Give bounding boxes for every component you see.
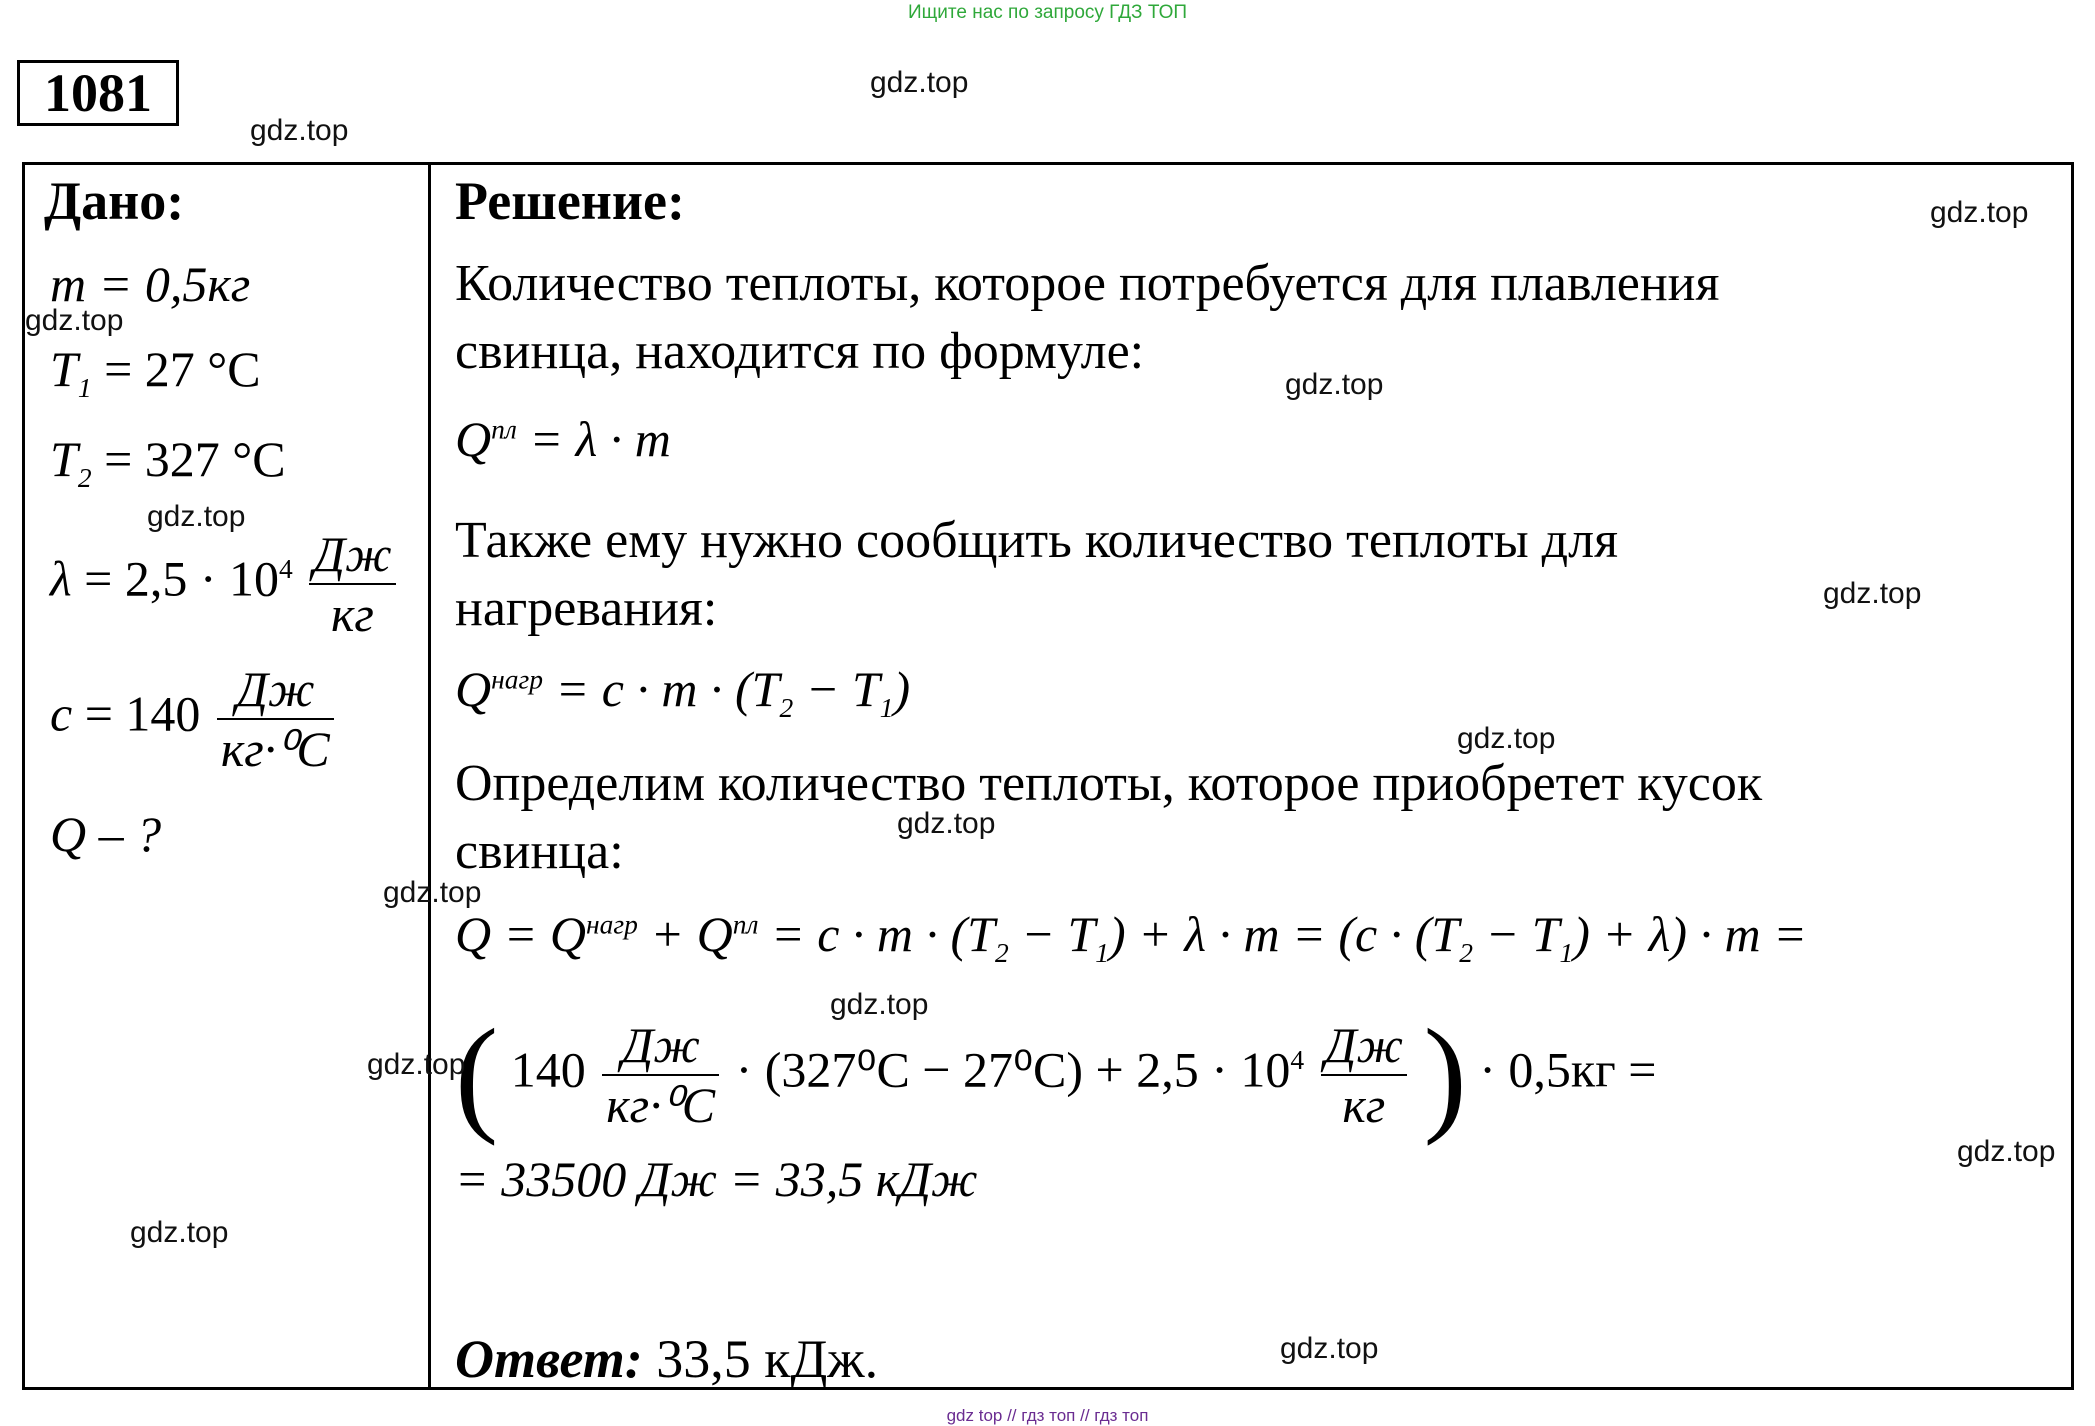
melting-rhs: = λ · m bbox=[529, 411, 671, 467]
numeric-end: · 0,5кг = bbox=[1479, 1041, 1657, 1098]
c-unit-numerator: Дж bbox=[602, 1016, 719, 1076]
watermark: gdz.top bbox=[1280, 1332, 1379, 1365]
c-unit-numerator: Дж bbox=[217, 660, 334, 720]
search-hint: Ищите нас по запросу ГДЗ ТОП bbox=[907, 2, 1188, 23]
lambda-unit-numerator: Дж bbox=[309, 525, 395, 585]
paragraph-3-line-1: Определим количество теплоты, которое приобретет кусок bbox=[455, 755, 1763, 812]
mass-symbol: m bbox=[50, 256, 87, 312]
paragraph-2-line-1: Также ему нужно сообщить количество теплоты для bbox=[455, 512, 1618, 569]
watermark: gdz.top bbox=[367, 1048, 466, 1081]
c-value: 140 bbox=[510, 1041, 586, 1098]
q-heat-superscript: нагр bbox=[491, 663, 543, 695]
c-value: 140 bbox=[125, 685, 201, 742]
t2-value: 327 °C bbox=[144, 431, 286, 487]
watermark: gdz.top bbox=[870, 66, 969, 99]
watermark: gdz.top bbox=[130, 1216, 229, 1249]
lambda-unit-denominator: кг bbox=[1342, 1077, 1386, 1133]
t1-subscript: 1 bbox=[77, 372, 92, 403]
mass-value: 0,5кг bbox=[144, 256, 251, 312]
watermark: gdz.top bbox=[1285, 368, 1384, 401]
t2-subscript: 2 bbox=[77, 462, 92, 493]
t1-subscript: 1 bbox=[879, 692, 894, 723]
watermark: gdz.top bbox=[1930, 196, 2029, 229]
heating-rhs-mid: − T bbox=[793, 661, 880, 717]
formula-result: = 33500 Дж = 33,5 кДж bbox=[455, 1151, 978, 1207]
lambda-unit-numerator: Дж bbox=[1321, 1016, 1407, 1076]
power-exponent: 4 bbox=[1290, 1043, 1305, 1075]
formula-melting bbox=[455, 410, 671, 468]
given-t2: $T_2 = 327$ °C bbox=[50, 431, 286, 493]
given-heading: Дано: bbox=[44, 171, 185, 231]
t1-value: 27 °C bbox=[144, 341, 261, 397]
footer-links: gdz top // гдз топ // гдз топ bbox=[946, 1406, 1149, 1425]
given-t1: $T_1 = 27$ °C bbox=[50, 341, 261, 403]
answer-line bbox=[455, 1325, 878, 1393]
lambda-symbol: λ bbox=[50, 550, 72, 607]
watermark: gdz.top bbox=[250, 114, 349, 147]
paragraph-1-line-2: свинца, находится по формуле: bbox=[455, 323, 1145, 380]
lambda-exponent: 4 bbox=[279, 552, 293, 584]
heating-rhs-start: = c · m · (T bbox=[555, 661, 780, 717]
lambda-mantissa: 2,5 bbox=[124, 550, 188, 607]
c-unit-denominator: кг·⁰C bbox=[606, 1077, 716, 1133]
t1-symbol: T bbox=[50, 341, 78, 397]
lambda-base: 10 bbox=[229, 550, 280, 607]
solution-heading: Решение: bbox=[455, 171, 685, 231]
answer-label: Ответ: bbox=[455, 1329, 643, 1389]
answer-value: 33,5 кДж. bbox=[642, 1329, 879, 1389]
t2-subscript: 2 bbox=[779, 692, 794, 723]
given-unknown: Q – ? bbox=[50, 806, 162, 862]
watermark: gdz.top bbox=[1457, 722, 1556, 755]
paragraph-2-line-2: нагревания: bbox=[455, 580, 718, 637]
watermark: gdz.top bbox=[25, 304, 124, 337]
watermark: gdz.top bbox=[1957, 1135, 2056, 1168]
watermark: gdz.top bbox=[830, 988, 929, 1021]
t2-symbol: T bbox=[50, 431, 78, 487]
q-symbol: Q bbox=[455, 661, 492, 717]
formula-heating bbox=[455, 660, 910, 724]
paragraph-3-line-2: свинца: bbox=[455, 823, 624, 880]
given-heat-capacity: c = 140 $\frac{Дж}{\text{кг·⁰C}}$ bbox=[50, 660, 338, 778]
q-melt-superscript: пл bbox=[491, 413, 517, 445]
c-unit-denominator: кг·⁰C bbox=[220, 721, 330, 777]
column-divider bbox=[428, 162, 431, 1390]
watermark: gdz.top bbox=[383, 876, 482, 909]
lambda-unit-denominator: кг bbox=[330, 586, 374, 642]
formula-total-numeric: ( 140 $\frac{Дж}{\text{кг·⁰C}}$ · $(327^0C - 27^0C) + 2,5 \cdot 10^4$ $\frac{Дж}{кг}$ ) · 0,5кг = bbox=[455, 1003, 1657, 1147]
numeric-middle: · (327⁰C − 27⁰C) + 2,5 · 10 bbox=[735, 1041, 1291, 1098]
given-mass: m = 0,5кг bbox=[50, 256, 251, 312]
watermark: gdz.top bbox=[897, 807, 996, 840]
paragraph-1-line-1: Количество теплоты, которое потребуется для плавления bbox=[455, 255, 1720, 312]
problem-number: 1081 bbox=[17, 60, 179, 126]
formula-total-symbolic: $Q = Q^{нагр} + Q^{пл} = c \cdot m \cdot (T_2 - T_1) + \lambda \cdot m = (c \cdot (T_2 - T_1) + \lambda) \cdot m$ = bbox=[455, 906, 1807, 968]
heating-rhs-end: ) bbox=[893, 661, 911, 717]
watermark: gdz.top bbox=[1823, 577, 1922, 610]
c-symbol: c bbox=[50, 685, 73, 742]
given-lambda: $\lambda = 2,5 \cdot 10^4$ $\frac{Дж}{кг}$ bbox=[50, 525, 400, 643]
q-symbol: Q bbox=[455, 411, 492, 467]
watermark: gdz.top bbox=[147, 500, 246, 533]
